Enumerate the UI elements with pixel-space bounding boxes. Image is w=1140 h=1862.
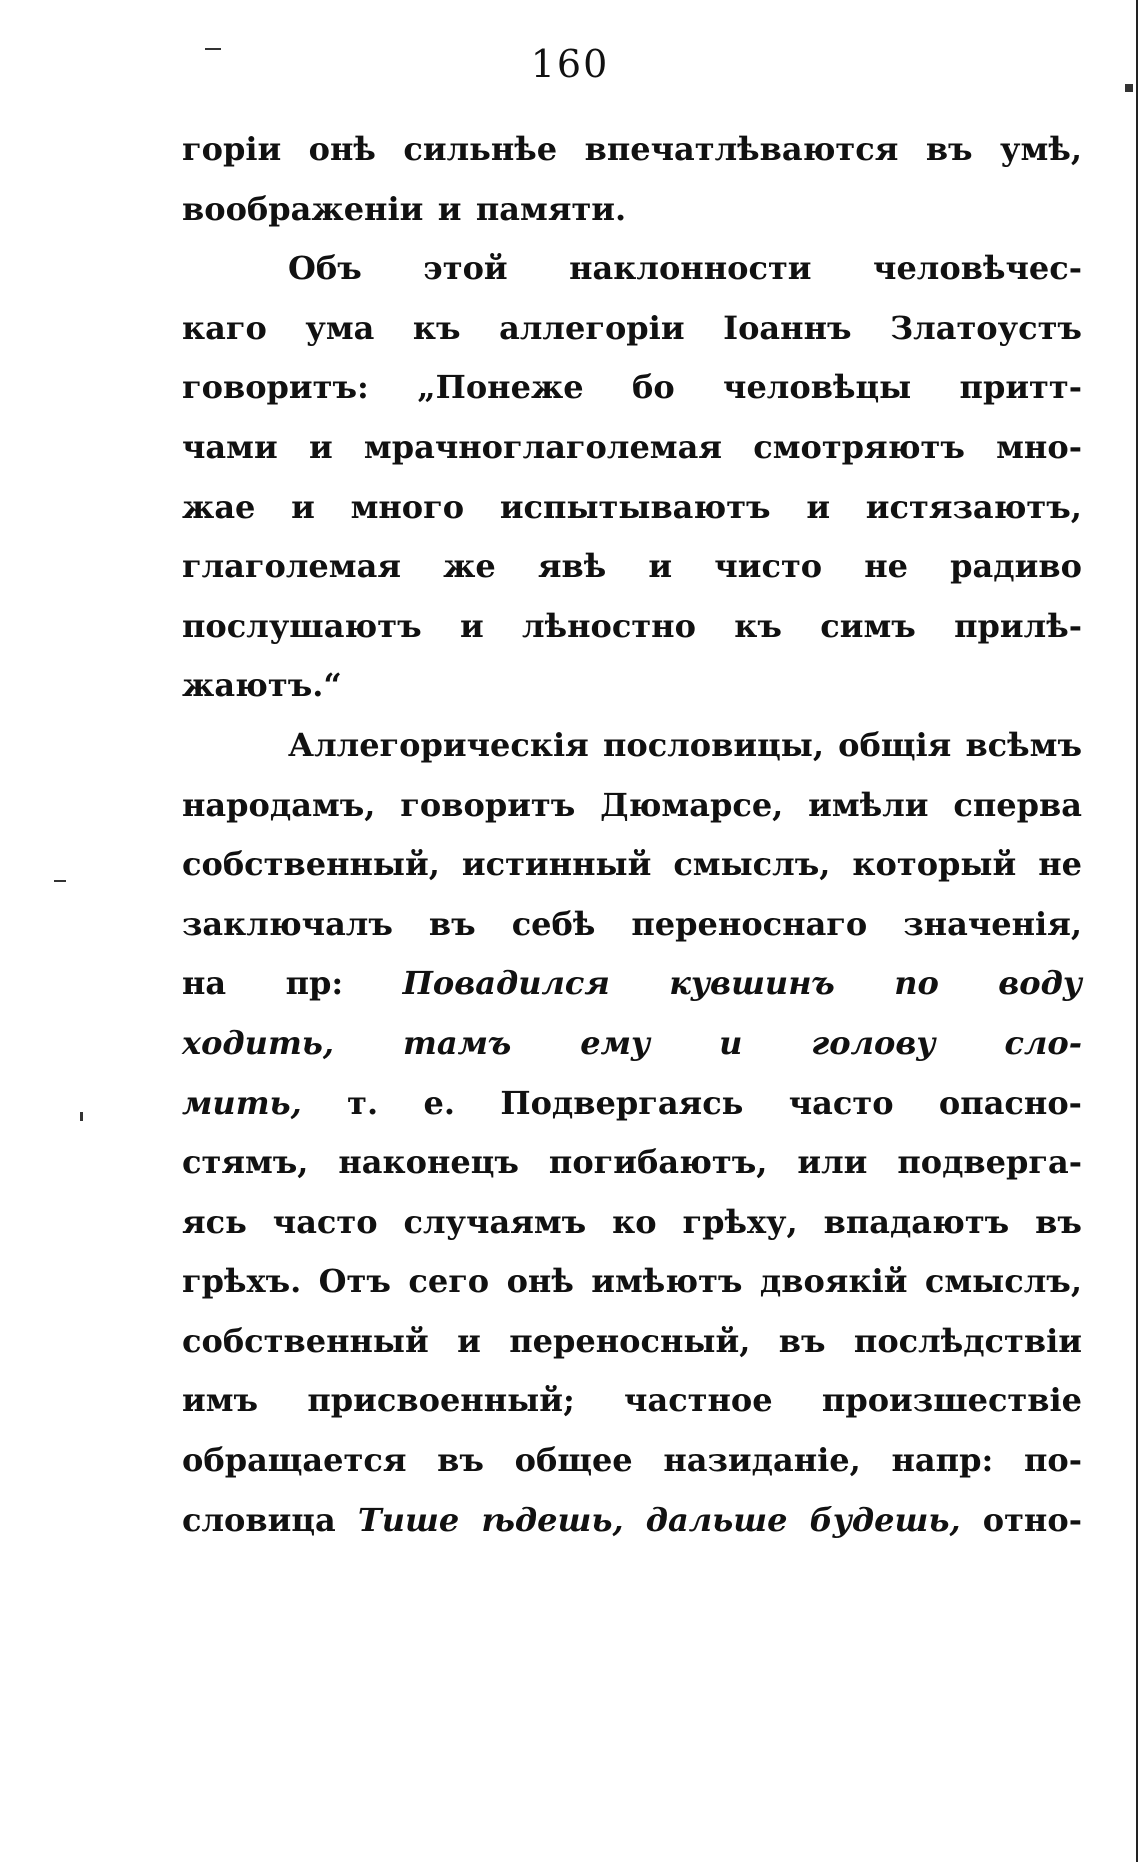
text-word: къ [412, 308, 461, 347]
text-line [182, 954, 1082, 1014]
text-word: бо [631, 368, 675, 407]
text-word: ясь [182, 1202, 247, 1241]
text-word: умѣ, [1000, 130, 1082, 168]
text-word: говоритъ: [182, 368, 369, 407]
text-word: чисто [714, 547, 823, 586]
scan-speck [54, 880, 66, 882]
text-line [182, 1371, 1082, 1431]
text-word: наконецъ [338, 1143, 519, 1182]
text-word: въ [437, 1441, 484, 1480]
text-word: заключалъ [182, 904, 393, 943]
text-word: послушаютъ [182, 606, 422, 645]
text-word: мрачноглаголемая [363, 427, 722, 466]
text-word: е. [423, 1083, 455, 1122]
text-line [182, 299, 1082, 359]
text-line [182, 597, 1082, 657]
text-word: мить, [182, 1083, 302, 1122]
text-line [182, 1014, 1082, 1074]
text-word: произшествіе [821, 1381, 1082, 1420]
text-line [182, 180, 1082, 240]
text-word: прилѣ- [954, 606, 1082, 645]
text-word: ко [612, 1202, 657, 1241]
text-word: и [806, 487, 831, 526]
text-word: смотряютъ [753, 427, 965, 466]
text-word: этой [423, 249, 508, 288]
text-line [182, 358, 1082, 418]
text-word: тамъ [402, 1023, 512, 1062]
text-word: много [350, 487, 465, 526]
text-line [182, 537, 1082, 597]
text-word: явѣ [537, 547, 607, 586]
text-word: аллегоріи [499, 308, 685, 347]
text-line [182, 1491, 1082, 1551]
text-word: отно- [982, 1500, 1082, 1539]
text-word: Тише [357, 1500, 460, 1539]
text-word: собственный [182, 1321, 429, 1360]
text-word: Подвергаясь [500, 1083, 744, 1122]
text-word: сло- [1004, 1023, 1082, 1062]
text-word: не [1038, 845, 1082, 884]
text-word: Аллегорическія [288, 725, 589, 764]
text-line [182, 1431, 1082, 1491]
text-line [182, 716, 1082, 776]
text-word: обращается [182, 1441, 407, 1480]
text-word: въ [925, 130, 973, 168]
text-word: опасно- [938, 1083, 1082, 1122]
text-word: часто [788, 1083, 894, 1122]
text-word: впечатлѣваются [584, 130, 899, 168]
text-line [182, 1074, 1082, 1134]
text-word: человѣцы [723, 368, 912, 407]
text-word: случаямъ [403, 1202, 587, 1241]
text-word: собственный, [182, 845, 440, 884]
text-word: и [308, 427, 333, 466]
text-word: Дюмарсе, [600, 785, 784, 824]
text-word: сего [408, 1262, 490, 1301]
text-word: частное [624, 1381, 773, 1420]
text-word: кувшинъ [669, 964, 835, 1003]
text-line [182, 239, 1082, 299]
page-edge-line [1136, 0, 1138, 1862]
text-word: наклонности [569, 249, 812, 288]
text-word: памяти. [475, 189, 627, 228]
text-word: и [459, 606, 484, 645]
text-word: общее [514, 1441, 633, 1480]
text-line [182, 418, 1082, 478]
text-word: же [443, 547, 496, 586]
text-word: пр: [285, 964, 344, 1003]
text-line [182, 776, 1082, 836]
text-word: себѣ [511, 904, 596, 943]
text-word: на [182, 964, 227, 1003]
page-number: 160 [530, 42, 610, 86]
text-word: жаютъ.“ [182, 666, 342, 705]
text-word: переноснаго [631, 904, 868, 943]
text-line [182, 835, 1082, 895]
text-word: пословицы, [602, 725, 824, 764]
text-word: истинный [461, 845, 652, 884]
text-word: къ [734, 606, 782, 645]
text-word: голову [811, 1023, 936, 1062]
text-word: стямъ, [182, 1143, 309, 1182]
text-word: горіи [182, 130, 282, 168]
text-word: радиво [950, 547, 1082, 586]
text-word: ѣдешь, [481, 1500, 624, 1539]
text-word: имъ [182, 1381, 259, 1420]
text-word: ходить, [182, 1023, 335, 1062]
text-word: Повадился [402, 964, 610, 1003]
scan-speck [80, 1112, 83, 1121]
text-word: каго [182, 308, 267, 347]
text-word: смыслъ, [673, 845, 831, 884]
scan-speck [205, 48, 221, 50]
text-word: переносный, [509, 1321, 751, 1360]
body-text [182, 120, 1082, 1550]
text-word: напр: [891, 1441, 994, 1480]
text-word: грѣху, [682, 1202, 798, 1241]
text-word: который [852, 845, 1017, 884]
text-word: симъ [820, 606, 916, 645]
text-line [182, 895, 1082, 955]
scan-speck [1125, 84, 1133, 92]
text-word: истязаютъ, [865, 487, 1082, 526]
text-line [182, 1193, 1082, 1253]
text-word: присвоенный; [307, 1381, 575, 1420]
text-word: Объ [288, 249, 362, 288]
text-word: воображеніи [182, 189, 424, 228]
text-word: сильнѣе [403, 130, 558, 168]
text-line [182, 656, 1082, 716]
text-word: имѣютъ [591, 1262, 743, 1301]
text-word: въ [428, 904, 476, 943]
text-word: и [719, 1023, 743, 1062]
text-word: по [894, 964, 939, 1003]
text-word: по- [1023, 1441, 1082, 1480]
text-word: „Понеже [417, 368, 584, 407]
text-word: или [797, 1143, 868, 1182]
text-word: онѣ [308, 130, 376, 168]
text-word: сперва [953, 785, 1082, 824]
text-word: и [457, 1321, 481, 1360]
text-word: послѣдствіи [853, 1321, 1082, 1360]
text-word: говоритъ [400, 785, 576, 824]
text-word: въ [1035, 1202, 1082, 1241]
text-word: Златоустъ [890, 308, 1082, 347]
text-word: дальше [645, 1500, 788, 1539]
text-word: двоякій [759, 1262, 908, 1301]
text-word: подверга- [897, 1143, 1082, 1182]
text-word: всѣмъ [965, 725, 1082, 764]
text-word: испытываютъ [499, 487, 771, 526]
text-line [182, 1312, 1082, 1372]
text-word: не [864, 547, 909, 586]
text-word: грѣхъ. [182, 1262, 302, 1301]
text-word: будешь, [809, 1500, 961, 1539]
text-word: народамъ, [182, 785, 376, 824]
text-line [182, 120, 1082, 180]
text-word: смыслъ, [924, 1262, 1082, 1301]
text-word: въ [778, 1321, 826, 1360]
text-word: притт- [959, 368, 1082, 407]
text-word: ему [580, 1023, 651, 1062]
text-word: жае [182, 487, 256, 526]
text-word: воду [998, 964, 1082, 1003]
text-word: и [648, 547, 673, 586]
text-word: общія [838, 725, 952, 764]
text-word: чами [182, 427, 278, 466]
text-word: глаголемая [182, 547, 401, 586]
text-word: назиданіе, [663, 1441, 861, 1480]
text-word: и [437, 189, 462, 228]
text-word: человѣчес- [873, 249, 1082, 288]
text-word: имѣли [808, 785, 929, 824]
text-word: онѣ [506, 1262, 574, 1301]
text-word: Іоаннъ [723, 308, 852, 347]
text-word: ума [305, 308, 375, 347]
text-word: часто [272, 1202, 378, 1241]
text-line [182, 1133, 1082, 1193]
text-word: и [291, 487, 315, 526]
text-word: лѣностно [522, 606, 696, 645]
text-line [182, 478, 1082, 538]
text-word: значенія, [903, 904, 1082, 943]
text-word: словица [182, 1500, 336, 1539]
text-word: Отъ [318, 1262, 391, 1301]
text-word: погибаютъ, [548, 1143, 768, 1182]
text-word: т. [347, 1083, 379, 1122]
text-word: впадаютъ [823, 1202, 1010, 1241]
text-word: мно- [996, 427, 1082, 466]
text-line [182, 1252, 1082, 1312]
